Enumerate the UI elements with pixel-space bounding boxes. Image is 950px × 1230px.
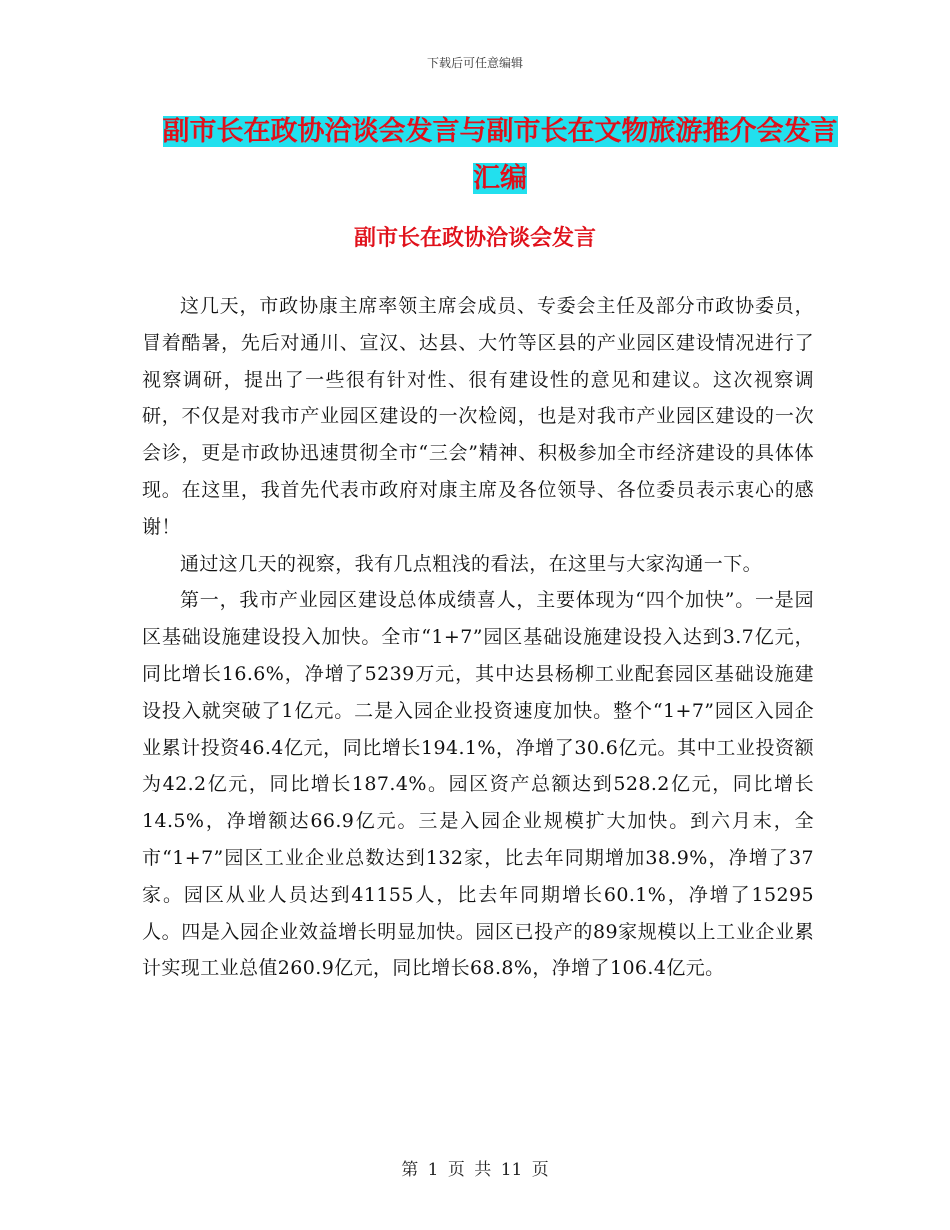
paragraph-3: 第一，我市产业园区建设总体成绩喜人，主要体现为“四个加快”。一是园区基础设施建设投入加快。全市“1+7”园区基础设施建设投入达到3.7亿元，同比增长16.6%，净增了5239万元，其中达县杨柳工业配套园区基础设施建设投入就突破了1亿元。二是入园企业投资速度加快。整个“1+7”园区入园企业累计投资46.4亿元，同比增长194.1%，净增了30.6亿元。其中工业投资额为42.2亿元，同比增长187.4%。园区资产总额达到528.2亿元，同比增长14.5%，净增额达66.9亿元。三是入园企业规模扩大加快。到六月末，全市“1+7”园区工业企业总数达到132家，比去年同期增加38.9%，净增了37家。园区从业人员达到41155人，比去年同期增长60.1%，净增了15295人。四是入园企业效益增长明显加快。园区已投产的89家规模以上工业企业累计实现工业总值260.9亿元，同比增长68.8%，净增了106.4亿元。 [142,589,814,980]
paragraph-1: 这几天，市政协康主席率领主席会成员、专委会主任及部分市政协委员，冒着酷暑，先后对通川、宣汉、达县、大竹等区县的产业园区建设情况进行了视察调研，提出了一些很有针对性、很有建设性的意见和建议。这次视察调研，不仅是对我市产业园区建设的一次检阅，也是对我市产业园区建设的一次会诊，更是市政协迅速贯彻全市“三会”精神、积极参加全市经济建设的具体体现。在这里，我首先代表市政府对康主席及各位领导、各位委员表示衷心的感谢！ [142,295,814,538]
page-indicator: 第 1 页 共 11 页 [401,1160,549,1180]
document-title [160,108,840,202]
document-title-text: 副市长在政协洽谈会发言与副市长在文物旅游推介会发言汇编 [162,116,838,194]
document-body [142,288,814,987]
header-note: 下载后可任意编辑 [426,56,523,70]
paragraph-2: 通过这几天的视察，我有几点粗浅的看法，在这里与大家沟通一下。 [180,552,763,575]
section-title: 副市长在政协洽谈会发言 [353,226,596,251]
